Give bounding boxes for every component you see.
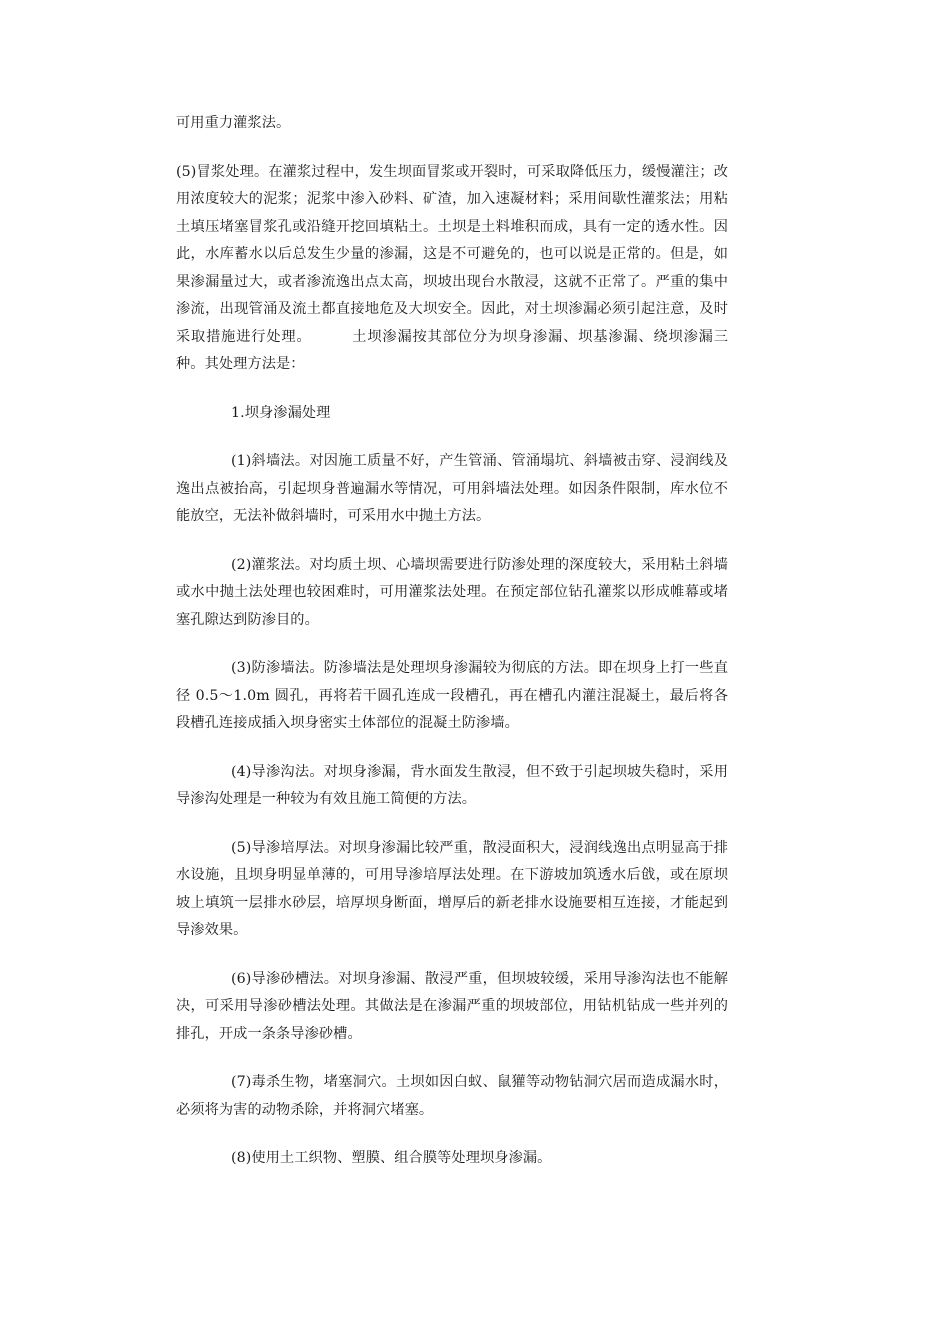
paragraph-cutoff-wall-method: (3)防渗墙法。防渗墙法是处理坝身渗漏较为彻底的方法。即在坝身上打一些直径 0.5～1.0m 圆孔，再将若干圆孔连成一段槽孔，再在槽孔内灌注混凝土，最后将各段槽孔连接成插入坝身密实土体部位的混凝土防渗墙。 bbox=[176, 660, 728, 731]
paragraph-drainage-sand-trench-method: (6)导渗砂槽法。对坝身渗漏、散浸严重，但坝坡较缓，采用导渗沟法也不能解决，可采用导渗砂槽法处理。其做法是在渗漏严重的坝坡部位，用钻机钻成一些并列的排孔，开成一条条导渗砂槽。 bbox=[176, 970, 728, 1042]
section-heading-dam-body-seepage: 1.坝身渗漏处理 bbox=[231, 404, 331, 421]
paragraph-grouting-method: (2)灌浆法。对均质土坝、心墙坝需要进行防渗处理的深度较大，采用粘土斜墙或水中抛土法处理也较困难时，可用灌浆法处理。在预定部位钻孔灌浆以形成帷幕或堵塞孔隙达到防渗目的。 bbox=[176, 556, 728, 628]
paragraph-gravity-grouting: 可用重力灌浆法。 bbox=[176, 115, 291, 131]
paragraph-drainage-ditch-method: (4)导渗沟法。对坝身渗漏，背水面发生散浸，但不致于引起坝坡失稳时，采用导渗沟处理是一种较为有效且施工简便的方法。 bbox=[176, 763, 728, 807]
paragraph-grout-leak-treatment bbox=[176, 159, 728, 379]
paragraph-seepage-classification-text: 土坝渗漏按其部位分为坝身渗漏、坝基渗漏、绕坝渗漏三种。其处理方法是： bbox=[176, 328, 728, 372]
paragraph-sloping-wall-method: (1)斜墙法。对因施工质量不好，产生管涌、管涌塌坑、斜墙被击穿、浸润线及逸出点被抬高，引起坝身普遍漏水等情况，可用斜墙法处理。如因条件限制，库水位不能放空，无法补做斜墙时，可采用水中抛土方法。 bbox=[176, 453, 728, 524]
paragraph-drainage-thickening-method: (5)导渗培厚法。对坝身渗漏比较严重，散浸面积大，浸润线逸出点明显高于排水设施，且坝身明显单薄的，可用导渗培厚法处理。在下游坡加筑透水后戗，或在原坝坡上填筑一层排水砂层，培厚坝身断面，增厚后的新老排水设施要相互连接，才能起到导渗效果。 bbox=[176, 839, 728, 938]
paragraph-pest-control: (7)毒杀生物，堵塞洞穴。土坝如因白蚁、鼠獾等动物钻洞穴居而造成漏水时，必须将为害的动物杀除，并将洞穴堵塞。 bbox=[176, 1074, 728, 1118]
paragraph-grout-leak-text: (5)冒浆处理。在灌浆过程中，发生坝面冒浆或开裂时，可采取降低压力，缓慢灌注；改用浓度较大的泥浆；泥浆中渗入砂料、矿渣，加入速凝材料；采用间歇性灌浆法；用粘土填压堵塞冒浆孔或沿缝开挖回填粘土。土坝是土料堆积而成，具有一定的透水性。因此，水库蓄水以后总发生少量的渗漏，这是不可避免的，也可以说是正常的。但是，如果渗漏量过大，或者渗流逸出点太高，坝坡出现台水散浸，这就不正常了。严重的集中渗流，出现管涌及流土都直接地危及大坝安全。因此，对土坝渗漏必须引起注意，及时采取措施进行处理。 bbox=[176, 163, 728, 345]
paragraph-geotextile: (8)使用土工织物、塑膜、组合膜等处理坝身渗漏。 bbox=[231, 1150, 552, 1166]
document-body bbox=[176, 110, 728, 1194]
